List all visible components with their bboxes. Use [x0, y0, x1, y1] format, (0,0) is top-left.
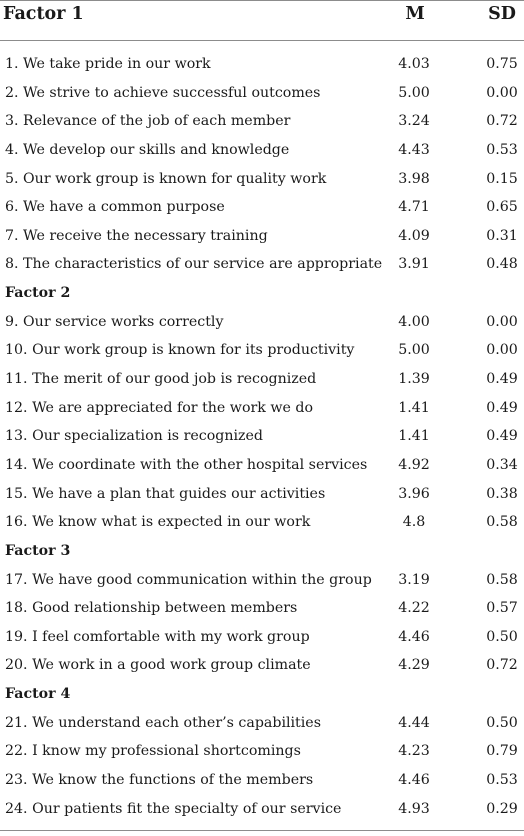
mean-value: 4.03 — [398, 56, 430, 72]
table-row — [0, 50, 524, 79]
item-statement: 9. Our service works correctly — [5, 313, 224, 330]
sd-value: 0.49 — [486, 428, 518, 445]
table-row — [0, 566, 524, 595]
table-row — [0, 508, 524, 537]
table-row — [0, 193, 524, 222]
table-row — [0, 766, 524, 795]
table-row — [0, 250, 524, 279]
sd-value: 0.00 — [486, 342, 518, 359]
table-body — [0, 50, 524, 823]
table-row — [0, 480, 524, 509]
table-row — [0, 222, 524, 251]
item-statement: 4. We develop our skills and knowledge — [5, 141, 290, 158]
mean-value: 4.46 — [398, 772, 430, 789]
table-row — [0, 365, 524, 394]
sd-value: 0.49 — [486, 399, 518, 416]
mean-value: 4.00 — [398, 313, 430, 330]
sd-value: 0.34 — [486, 456, 518, 473]
sd-value: 0.15 — [486, 170, 518, 187]
sd-value: 0.72 — [486, 657, 518, 674]
table-row — [0, 594, 524, 623]
item-statement: 5. Our work group is known for quality work — [5, 170, 327, 187]
table-row — [0, 651, 524, 680]
table-row — [0, 795, 524, 824]
mean-value: 1.41 — [398, 399, 430, 416]
sd-value: 0.00 — [486, 84, 518, 101]
item-statement: 3. Relevance of the job of each member — [5, 113, 291, 130]
item-statement: 16. We know what is expected in our work — [5, 514, 311, 531]
item-statement: 21. We understand each other’s capabilities — [5, 714, 321, 731]
sd-value: 0.79 — [486, 743, 518, 760]
item-statement: 11. The merit of our good job is recognized — [5, 371, 317, 388]
table-row — [0, 79, 524, 108]
mean-value: 4.29 — [398, 657, 430, 674]
factor-group-heading — [0, 680, 524, 709]
item-statement: 1. We take pride in our work — [5, 56, 211, 72]
mean-value: 4.43 — [398, 141, 430, 158]
factor-group-label: Factor 2 — [5, 285, 71, 302]
mean-value: 4.22 — [398, 600, 430, 617]
sd-value: 0.75 — [486, 56, 518, 72]
sd-value: 0.38 — [486, 485, 518, 502]
item-statement: 10. Our work group is known for its productivity — [5, 342, 355, 359]
table-bottom-rule — [0, 830, 524, 831]
item-statement: 20. We work in a good work group climate — [5, 657, 311, 674]
item-statement: 22. I know my professional shortcomings — [5, 743, 301, 760]
mean-value: 4.09 — [398, 227, 430, 244]
mean-value: 1.39 — [398, 371, 430, 388]
sd-value: 0.57 — [486, 600, 518, 617]
item-statement: 7. We receive the necessary training — [5, 227, 268, 244]
sd-value: 0.31 — [486, 227, 518, 244]
sd-value: 0.29 — [486, 800, 518, 817]
mean-value: 4.46 — [398, 628, 430, 645]
item-statement: 23. We know the functions of the members — [5, 772, 314, 789]
table-row — [0, 394, 524, 423]
table-header — [0, 0, 524, 40]
table-row — [0, 336, 524, 365]
table-row — [0, 136, 524, 165]
sd-value: 0.50 — [486, 714, 518, 731]
item-statement: 2. We strive to achieve successful outcomes — [5, 84, 321, 101]
mean-value: 3.19 — [398, 571, 430, 588]
table-row — [0, 623, 524, 652]
sd-value: 0.53 — [486, 772, 518, 789]
mean-value: 4.71 — [398, 199, 430, 216]
item-statement: 13. Our specialization is recognized — [5, 428, 263, 445]
item-statement: 14. We coordinate with the other hospital services — [5, 456, 368, 473]
mean-value: 4.23 — [398, 743, 430, 760]
factor-group-heading — [0, 537, 524, 566]
table-row — [0, 737, 524, 766]
header-mean-label: M — [405, 4, 425, 24]
mean-value: 5.00 — [398, 84, 430, 101]
mean-value: 4.44 — [398, 714, 430, 731]
mean-value: 4.93 — [398, 800, 430, 817]
factor-group-label: Factor 4 — [5, 686, 71, 703]
mean-value: 5.00 — [398, 342, 430, 359]
mean-value: 1.41 — [398, 428, 430, 445]
table-row — [0, 308, 524, 337]
item-statement: 8. The characteristics of our service are appropriate — [5, 256, 383, 273]
item-statement: 19. I feel comfortable with my work group — [5, 628, 310, 645]
header-factor-label: Factor 1 — [3, 4, 84, 24]
table-row — [0, 422, 524, 451]
mean-value: 4.92 — [398, 456, 430, 473]
factor-group-label: Factor 3 — [5, 542, 71, 559]
item-statement: 6. We have a common purpose — [5, 199, 225, 216]
item-statement: 18. Good relationship between members — [5, 600, 298, 617]
sd-value: 0.00 — [486, 313, 518, 330]
item-statement: 17. We have good communication within the group — [5, 571, 372, 588]
mean-value: 3.98 — [398, 170, 430, 187]
factor-group-heading — [0, 279, 524, 308]
item-statement: 24. Our patients fit the specialty of our service — [5, 800, 342, 817]
header-rule — [0, 40, 524, 41]
header-sd-label: SD — [488, 4, 516, 24]
sd-value: 0.58 — [486, 514, 518, 531]
mean-value: 4.8 — [402, 514, 426, 531]
sd-value: 0.65 — [486, 199, 518, 216]
table-row — [0, 451, 524, 480]
sd-value: 0.49 — [486, 371, 518, 388]
sd-value: 0.48 — [486, 256, 518, 273]
sd-value: 0.72 — [486, 113, 518, 130]
mean-value: 3.96 — [398, 485, 430, 502]
item-statement: 15. We have a plan that guides our activities — [5, 485, 326, 502]
item-statement: 12. We are appreciated for the work we do — [5, 399, 314, 416]
table-row — [0, 165, 524, 194]
mean-value: 3.91 — [398, 256, 430, 273]
sd-value: 0.58 — [486, 571, 518, 588]
sd-value: 0.53 — [486, 141, 518, 158]
table-row — [0, 709, 524, 738]
sd-value: 0.50 — [486, 628, 518, 645]
table-row — [0, 107, 524, 136]
mean-value: 3.24 — [398, 113, 430, 130]
